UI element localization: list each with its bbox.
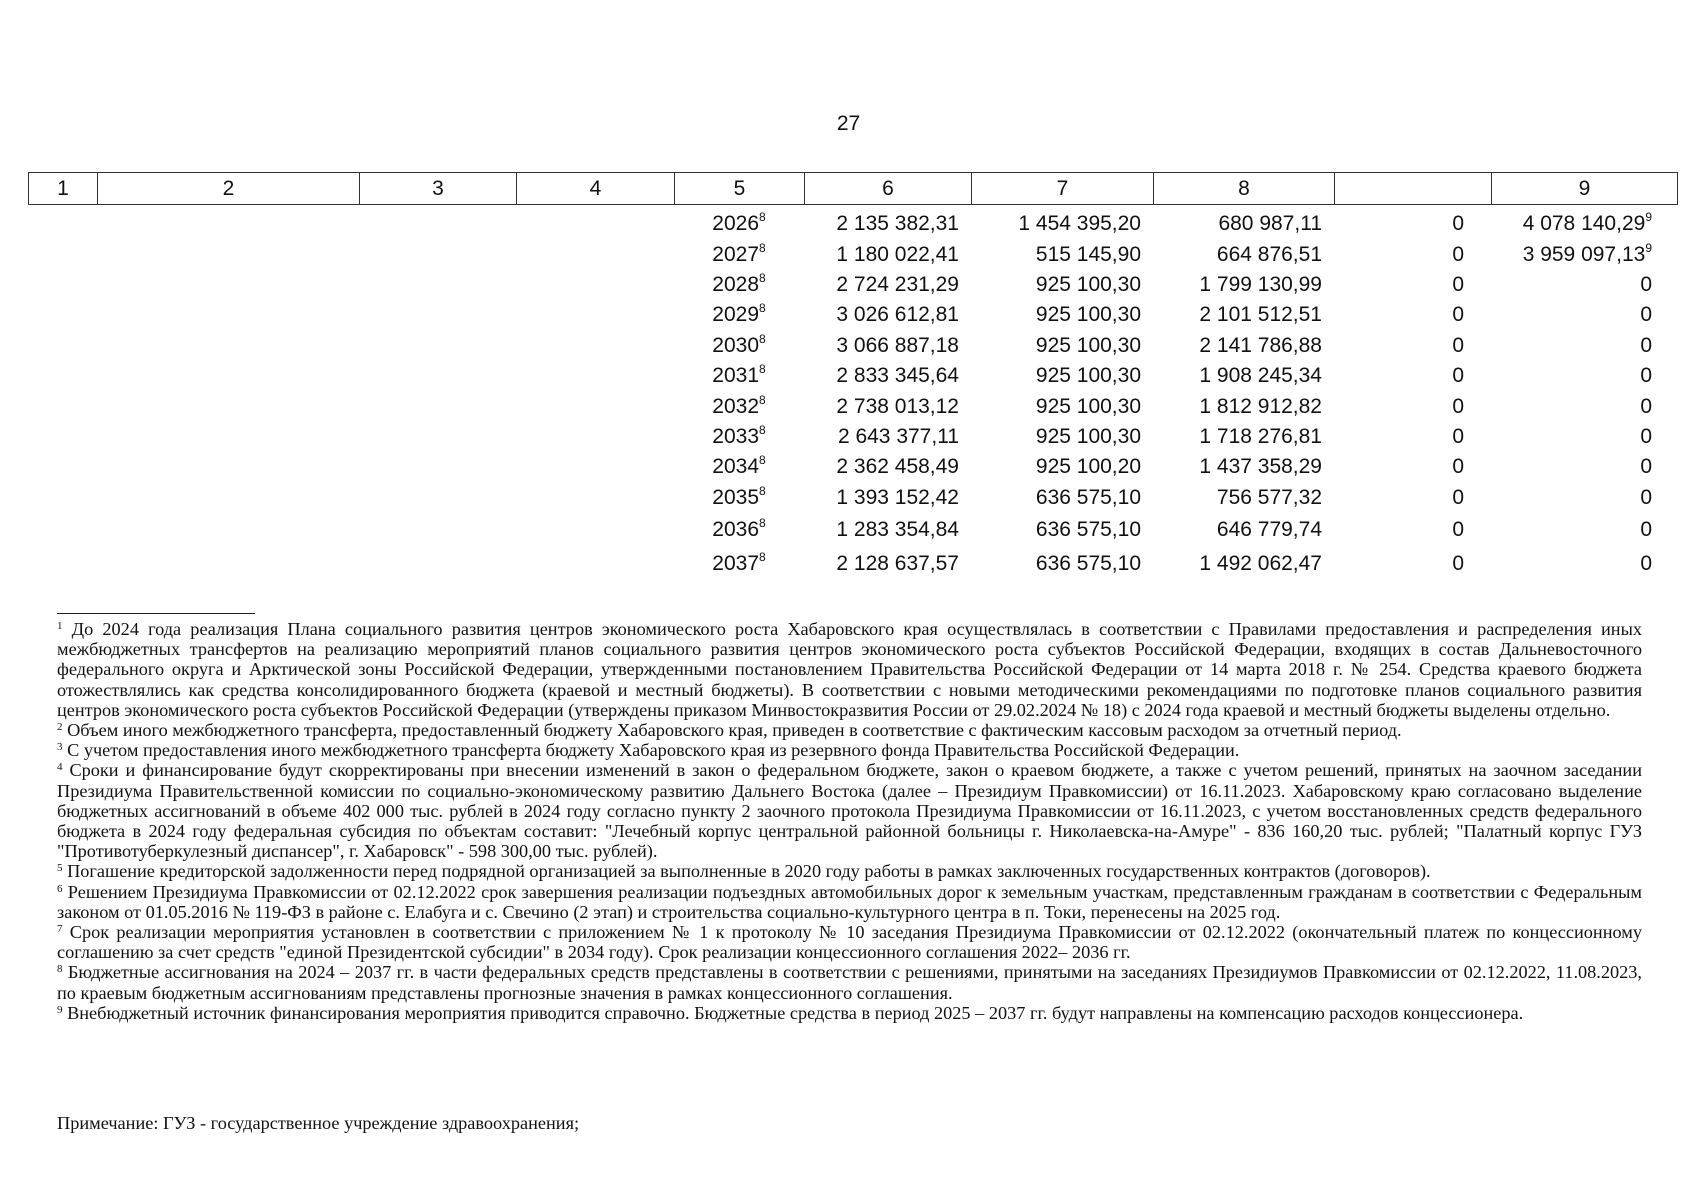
- federal-cell: 636 575,10: [1035, 551, 1141, 575]
- local-cell: 0: [1452, 333, 1464, 357]
- footnote-number: 4: [57, 761, 63, 774]
- empty-cell: [28, 547, 674, 581]
- extrabudget-footnote-mark: 9: [1645, 210, 1652, 225]
- total-cell: 1 180 022,41: [836, 242, 959, 266]
- year-cell: [674, 513, 804, 547]
- year-footnote-mark: 8: [759, 453, 766, 468]
- local-cell: 0: [1452, 394, 1464, 418]
- total-cell: 2 738 013,12: [836, 394, 959, 418]
- footnote: [57, 861, 1642, 881]
- extrabudget-value: 3 959 097,13: [1522, 242, 1646, 266]
- year-cell: [674, 422, 804, 452]
- local-cell: 0: [1452, 242, 1464, 266]
- footnote-text: Решением Президиума Правкомиссии от 02.12.2022 срок завершения реализации подъездных автомобильных дорог к земельным участкам, представленным гражданам в соответствии с Федеральным законом от 01.05.2016 № 119-ФЗ в районе с. Елабуга и с. Свечино (2 этап) и строительства социально-культурного центра в п. Токи, перенесены на 2025 год.: [57, 881, 1642, 922]
- total-cell: 2 724 231,29: [836, 272, 959, 296]
- regional-cell: 1 812 912,82: [1199, 394, 1322, 418]
- footnote-separator: [57, 613, 255, 614]
- empty-cell: [28, 270, 674, 300]
- extrabudget-cell: [1491, 239, 1677, 269]
- footnote-number: 2: [57, 721, 63, 734]
- footnote-number: 9: [57, 1003, 63, 1016]
- year-footnote-mark: 8: [759, 331, 766, 346]
- regional-cell: 646 779,74: [1216, 517, 1322, 541]
- footnote: [57, 760, 1642, 861]
- year-value: 2037: [712, 551, 760, 575]
- year-footnote-mark: 8: [759, 549, 766, 564]
- year-footnote-mark: 8: [759, 362, 766, 377]
- footnote-number: 5: [57, 862, 63, 875]
- footnote-text: Бюджетные ассигнования на 2024 – 2037 гг. в части федеральных средств представлены в соответствии с решениями, принятыми на заседаниях Президиумов Правкомиссии от 02.12.2022, 11.08.2023, по краевым бюджетным ассигнованиям представлены прогнозные значения в рамках концессионного соглашения.: [57, 962, 1642, 1003]
- year-value: 2032: [712, 394, 760, 418]
- footnote-text: Сроки и финансирование будут скорректированы при внесении изменений в закон о федеральном бюджете, закон о краевом бюджете, а также с учетом решений, принятых на заочном заседании Президиума Правительственной комиссии по социально-экономическому развитию Дальнего Востока (далее – Президиум Правкомиссии) от 16.11.2023. Хабаровскому краю согласовано выделение бюджетных ассигнований в объеме 402 000 тыс. рублей в 2024 году согласно пункту 2 заочного протокола Президиума Правкомиссии от 16.11.2023, с учетом восстановленных средств федерального бюджета в 2024 году федеральная субсидия по объектам составит: "Лечебный корпус центральной районной больницы г. Николаевска-на-Амуре" - 836 160,20 тыс. рублей; "Палатный корпус ГУЗ "Противотуберкулезный диспансер", г. Хабаровск" - 598 300,00 тыс. рублей).: [57, 760, 1642, 862]
- regional-cell: 2 141 786,88: [1199, 333, 1322, 357]
- header-col-8: 8: [1154, 173, 1335, 205]
- year-footnote-mark: 8: [759, 422, 766, 437]
- table-row: [28, 483, 1677, 513]
- total-cell: 1 283 354,84: [836, 517, 959, 541]
- year-cell: [674, 300, 804, 330]
- extrabudget-cell: [1491, 547, 1677, 581]
- extrabudget-value: 0: [1640, 364, 1652, 388]
- regional-cell: 756 577,32: [1216, 485, 1322, 509]
- header-col-6: 6: [805, 173, 972, 205]
- local-cell: 0: [1452, 485, 1464, 509]
- table-row: [28, 209, 1677, 239]
- header-col-4: 4: [517, 173, 675, 205]
- year-value: 2036: [712, 517, 760, 541]
- empty-cell: [28, 361, 674, 391]
- empty-cell: [28, 209, 674, 239]
- footnote-number: 7: [57, 923, 63, 936]
- local-cell: 0: [1452, 272, 1464, 296]
- extrabudget-cell: [1491, 270, 1677, 300]
- footnotes: [57, 619, 1642, 1023]
- year-footnote-mark: 8: [759, 210, 766, 225]
- table-row: [28, 239, 1677, 269]
- header-col-9: 9: [1492, 173, 1678, 205]
- extrabudget-cell: [1491, 422, 1677, 452]
- federal-cell: 925 100,20: [1035, 455, 1141, 479]
- footnote: [57, 720, 1642, 740]
- local-cell: 0: [1452, 212, 1464, 236]
- footnote-text: До 2024 года реализация Плана социального развития центров экономического роста Хабаровского края осуществлялась в соответствии с Правилами предоставления и распределения иных межбюджетных трансфертов на реализацию мероприятий планов социального развития центров экономического роста субъектов Российской Федерации, входящих в состав Дальневосточного федерального округа и Арктической зоны Российской Федерации, утвержденными постановлением Правительства Российской Федерации от 14 марта 2018 г. № 254. Средства краевого бюджета отожествлялись как средства консолидированного бюджета (краевой и местный бюджеты). В соответствии с новыми методическими рекомендациями по подготовке планов социального развития центров экономического роста субъектов Российской Федерации (утверждены приказом Минвостокразвития России от 29.02.2024 № 18) с 2024 года краевой и местный бюджеты выделены отдельно.: [57, 619, 1642, 720]
- extrabudget-cell: [1491, 331, 1677, 361]
- year-footnote-mark: 8: [759, 392, 766, 407]
- table-row: [28, 361, 1677, 391]
- footnote-number: 1: [57, 620, 63, 632]
- extrabudget-cell: [1491, 391, 1677, 421]
- total-cell: 2 833 345,64: [836, 364, 959, 388]
- footnote: [57, 882, 1642, 922]
- extrabudget-value: 0: [1640, 455, 1652, 479]
- year-cell: [674, 547, 804, 581]
- federal-cell: 925 100,30: [1035, 424, 1141, 448]
- empty-cell: [28, 452, 674, 482]
- year-value: 2027: [712, 242, 760, 266]
- federal-cell: 925 100,30: [1035, 333, 1141, 357]
- local-cell: 0: [1452, 517, 1464, 541]
- footnote: [57, 1003, 1642, 1023]
- footnote: [57, 740, 1642, 760]
- footnote-number: 3: [57, 741, 63, 754]
- remark: Примечание: ГУЗ - государственное учреждение здравоохранения;: [57, 1113, 580, 1133]
- year-footnote-mark: 8: [759, 240, 766, 255]
- total-cell: 3 026 612,81: [836, 303, 959, 327]
- header-col-2: 2: [98, 173, 360, 205]
- header-col-5: 5: [675, 173, 805, 205]
- local-cell: 0: [1452, 455, 1464, 479]
- total-cell: 1 393 152,42: [836, 485, 959, 509]
- year-value: 2029: [712, 303, 760, 327]
- table-row: [28, 300, 1677, 330]
- extrabudget-cell: [1491, 300, 1677, 330]
- federal-cell: 636 575,10: [1035, 485, 1141, 509]
- footnote-number: 6: [57, 882, 63, 895]
- footnote: [57, 922, 1642, 962]
- year-cell: [674, 239, 804, 269]
- total-cell: 3 066 887,18: [836, 333, 959, 357]
- regional-cell: 1 492 062,47: [1199, 551, 1322, 575]
- empty-cell: [28, 422, 674, 452]
- year-cell: [674, 361, 804, 391]
- footnote: [57, 619, 1642, 720]
- year-footnote-mark: 8: [759, 515, 766, 530]
- extrabudget-cell: [1491, 483, 1677, 513]
- footnote-text: Внебюджетный источник финансирования мероприятия приводится справочно. Бюджетные средства в период 2025 – 2037 гг. будут направлены на компенсацию расходов концессионера.: [67, 1002, 1524, 1023]
- header-col-3: 3: [360, 173, 517, 205]
- header-col-1: 1: [29, 173, 98, 205]
- extrabudget-value: 0: [1640, 394, 1652, 418]
- local-cell: 0: [1452, 364, 1464, 388]
- empty-cell: [28, 513, 674, 547]
- footnote-text: С учетом предоставления иного межбюджетного трансферта бюджету Хабаровского края из резервного фонда Правительства Российской Федерации.: [67, 740, 1240, 761]
- federal-cell: 925 100,30: [1035, 272, 1141, 296]
- page-number: 27: [836, 112, 861, 135]
- year-footnote-mark: 8: [759, 483, 766, 498]
- footnote: [57, 962, 1642, 1002]
- local-cell: 0: [1452, 303, 1464, 327]
- total-cell: 2 128 637,57: [836, 551, 959, 575]
- footnote-text: Погашение кредиторской задолженности перед подрядной организацией за выполненные в 2020 году работы в рамках заключенных государственных контрактов (договоров).: [67, 861, 1431, 882]
- regional-cell: 1 437 358,29: [1199, 455, 1322, 479]
- footnote-text: Срок реализации мероприятия установлен в соответствии с приложением № 1 к протоколу № 10 заседания Президиума Правкомиссии от 02.12.2022 (окончательный платеж по концессионному соглашению за счет средств "единой Президентской субсидии" в 2034 году). Срок реализации концессионного соглашения 2022– 2036 гг.: [57, 922, 1642, 963]
- table-row: [28, 331, 1677, 361]
- regional-cell: 664 876,51: [1216, 242, 1322, 266]
- year-cell: [674, 331, 804, 361]
- table-row: [28, 547, 1677, 581]
- year-cell: [674, 270, 804, 300]
- table-row: [28, 422, 1677, 452]
- table-header: [28, 172, 1678, 205]
- extrabudget-value: 0: [1640, 333, 1652, 357]
- year-value: 2031: [712, 364, 760, 388]
- header-col-unnumbered: [1335, 173, 1492, 205]
- federal-cell: 925 100,30: [1035, 364, 1141, 388]
- extrabudget-value: 4 078 140,29: [1522, 212, 1646, 236]
- extrabudget-cell: [1491, 361, 1677, 391]
- federal-cell: 636 575,10: [1035, 517, 1141, 541]
- table-row: [28, 270, 1677, 300]
- local-cell: 0: [1452, 551, 1464, 575]
- extrabudget-value: 0: [1640, 485, 1652, 509]
- empty-cell: [28, 239, 674, 269]
- regional-cell: 680 987,11: [1218, 212, 1322, 236]
- year-cell: [674, 452, 804, 482]
- regional-cell: 1 718 276,81: [1199, 424, 1322, 448]
- year-value: 2035: [712, 485, 760, 509]
- local-cell: 0: [1452, 424, 1464, 448]
- year-cell: [674, 391, 804, 421]
- total-cell: 2 362 458,49: [836, 455, 959, 479]
- year-value: 2026: [712, 212, 760, 236]
- extrabudget-value: 0: [1640, 303, 1652, 327]
- regional-cell: 1 799 130,99: [1199, 272, 1322, 296]
- empty-cell: [28, 331, 674, 361]
- federal-cell: 925 100,30: [1035, 303, 1141, 327]
- extrabudget-value: 0: [1640, 551, 1652, 575]
- year-value: 2030: [712, 333, 760, 357]
- year-footnote-mark: 8: [759, 270, 766, 285]
- extrabudget-footnote-mark: 9: [1645, 240, 1652, 255]
- empty-cell: [28, 300, 674, 330]
- table-row: [28, 513, 1677, 547]
- year-cell: [674, 209, 804, 239]
- extrabudget-cell: [1491, 513, 1677, 547]
- header-col-7: 7: [972, 173, 1154, 205]
- federal-cell: 1 454 395,20: [1018, 212, 1141, 236]
- regional-cell: 2 101 512,51: [1199, 303, 1322, 327]
- year-footnote-mark: 8: [759, 301, 766, 316]
- federal-cell: 925 100,30: [1035, 394, 1141, 418]
- footnote-text: Объем иного межбюджетного трансферта, предоставленный бюджету Хабаровского края, приведен в соответствие с фактическим кассовым расходом за отчетный период.: [67, 720, 1402, 741]
- table-body: [28, 209, 1677, 581]
- extrabudget-value: 0: [1640, 424, 1652, 448]
- federal-cell: 515 145,90: [1035, 242, 1141, 266]
- footnote-number: 8: [57, 963, 63, 976]
- empty-cell: [28, 391, 674, 421]
- year-value: 2028: [712, 272, 760, 296]
- total-cell: 2 643 377,11: [837, 424, 959, 448]
- year-value: 2034: [712, 455, 760, 479]
- extrabudget-cell: [1491, 452, 1677, 482]
- total-cell: 2 135 382,31: [836, 212, 959, 236]
- regional-cell: 1 908 245,34: [1199, 364, 1322, 388]
- table-row: [28, 391, 1677, 421]
- table-row: [28, 452, 1677, 482]
- extrabudget-value: 0: [1640, 272, 1652, 296]
- year-value: 2033: [712, 424, 760, 448]
- empty-cell: [28, 483, 674, 513]
- year-cell: [674, 483, 804, 513]
- extrabudget-value: 0: [1640, 517, 1652, 541]
- extrabudget-cell: [1491, 209, 1677, 239]
